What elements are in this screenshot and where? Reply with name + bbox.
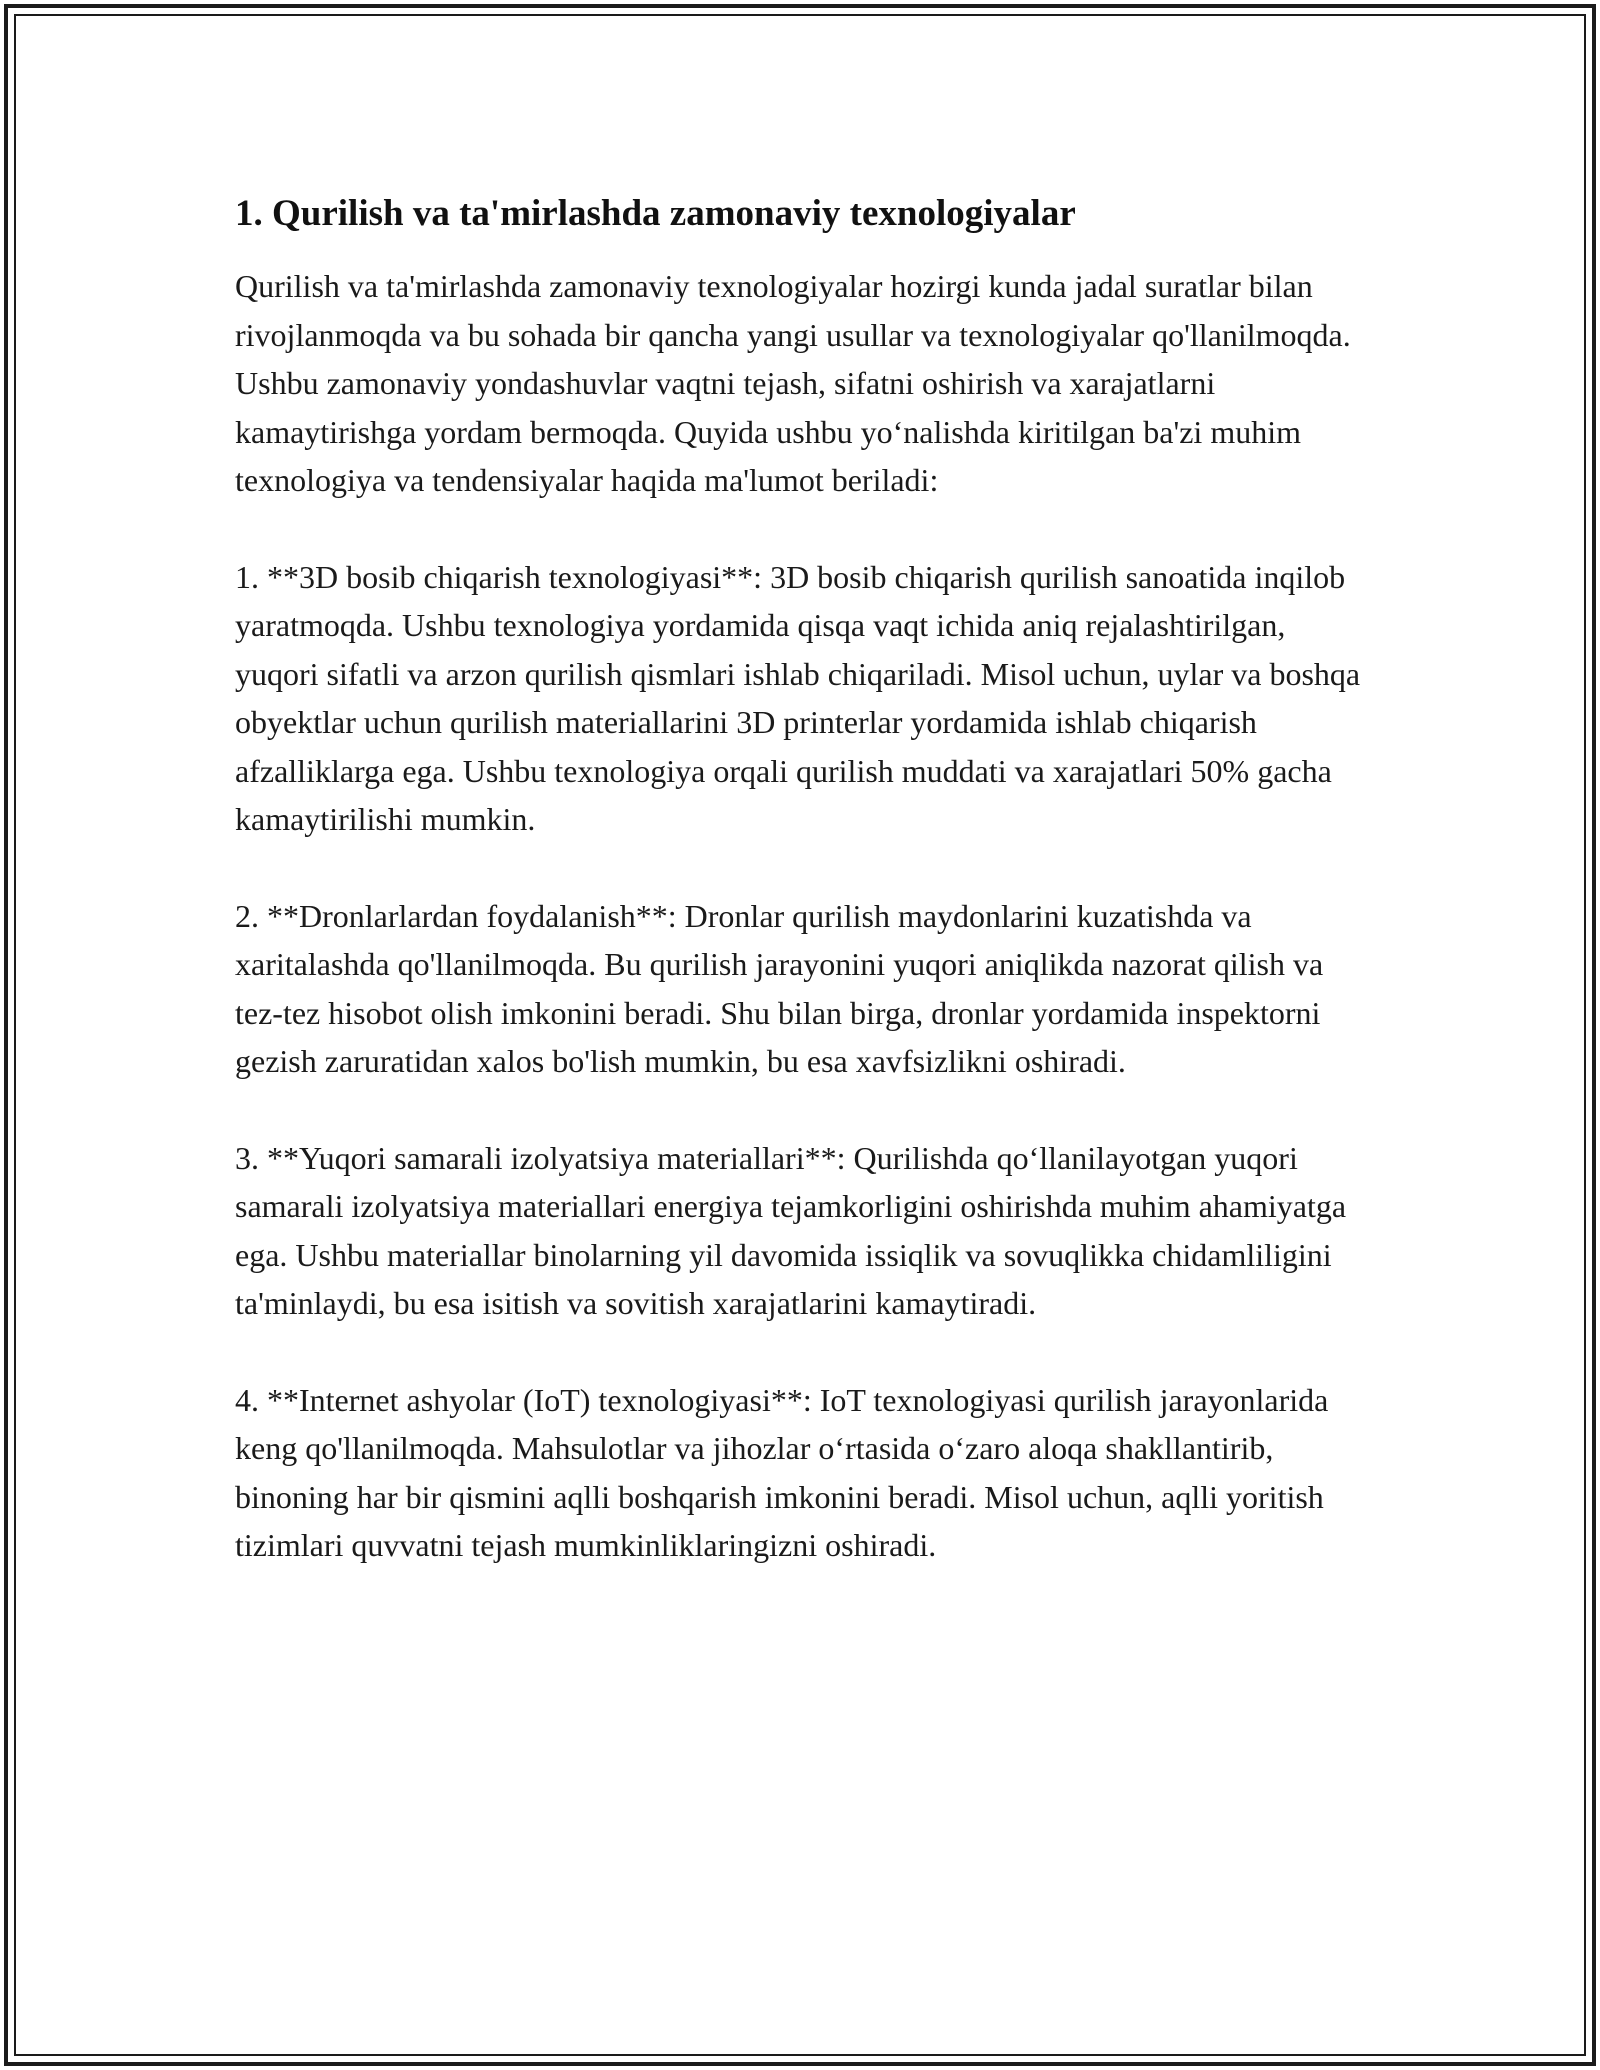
item-drones-paragraph: 2. **Dronlarlardan foydalanish**: Dronlar qurilish maydonlarini kuzatishda va xaritalashda qo'llanilmoqda. Bu qurilish jarayonini yuqori aniqlikda nazorat qilish va tez-tez hisobot olish imkonini beradi. Shu bilan birga, dronlar yordamida inspektorni gezish zaruratidan xalos bo'lish mumkin, bu esa xavfsizlikni oshiradi.	[235, 897, 1324, 1079]
item-iot-paragraph: 4. **Internet ashyolar (IoT) texnologiyasi**: IoT texnologiyasi qurilish jarayonlarida keng qo'llanilmoqda. Mahsulotlar va jihozlar o‘rtasida o‘zaro aloqa shakllantirib, binoning har bir qismini aqlli boshqarish imkonini beradi. Misol uchun, aqlli yoritish tizimlari quvvatni tejash mumkinliklaringizni oshiradi.	[235, 1381, 1329, 1563]
item-3d-printing-paragraph: 1. **3D bosib chiqarish texnologiyasi**: 3D bosib chiqarish qurilish sanoatida inqilob yaratmoqda. Ushbu texnologiya yordamida qisqa vaqt ichida aniq rejalashtirilgan, yuqori sifatli va arzon qurilish qismlari ishlab chiqariladi. Misol uchun, uylar va boshqa obyektlar uchun qurilish materiallarini 3D printerlar yordamida ishlab chiqarish afzalliklarga ega. Ushbu texnologiya orqali qurilish muddati va xarajatlari 50% gacha kamaytirilishi mumkin.	[235, 558, 1361, 837]
intro-paragraph: Qurilish va ta'mirlashda zamonaviy texnologiyalar hozirgi kunda jadal suratlar bilan rivojlanmoqda va bu sohada bir qancha yangi usullar va texnologiyalar qo'llanilmoqda. Ushbu zamonaviy yondashuvlar vaqtni tejash, sifatni oshirish va xarajatlarni kamaytirishga yordam bermoqda. Quyida ushbu yo‘nalishda kiritilgan ba'zi muhim texnologiya va tendensiyalar haqida ma'lumot beriladi:	[235, 268, 1351, 498]
document-body	[235, 186, 1370, 1618]
document-title: 1. Qurilish va ta'mirlashda zamonaviy texnologiyalar	[235, 193, 1076, 234]
item-insulation-paragraph: 3. **Yuqori samarali izolyatsiya materiallari**: Qurilishda qo‘llanilayotgan yuqori samarali izolyatsiya materiallari energiya tejamkorligini oshirishda muhim ahamiyatga ega. Ushbu materiallar binolarning yil davomida issiqlik va sovuqlikka chidamliligini ta'minlaydi, bu esa isitish va sovitish xarajatlarini kamaytiradi.	[235, 1139, 1347, 1321]
